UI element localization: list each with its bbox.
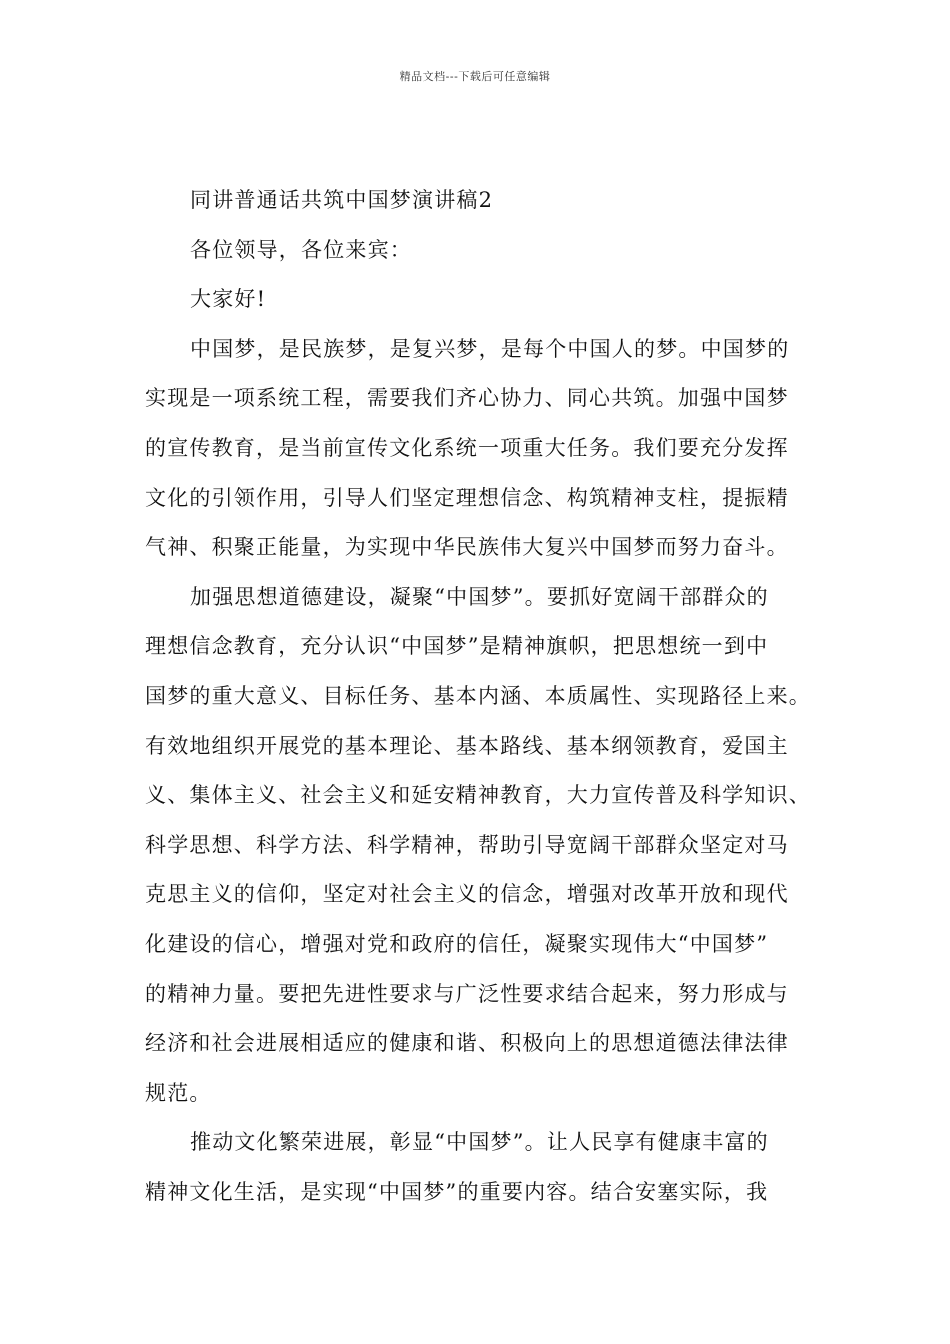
paragraph-line: 气神、积聚正能量，为实现中华民族伟大复兴中国梦而努力奋斗。 [145, 535, 789, 560]
paragraph-line: 义、集体主义、社会主义和延安精神教育，大力宣传普及科学知识、 [145, 783, 811, 808]
paragraph-line: 精神文化生活，是实现“中国梦”的重要内容。结合安塞实际，我 [145, 1179, 769, 1204]
paragraph-line: 科学思想、科学方法、科学精神，帮助引导宽阔干部群众坚定对马 [145, 832, 789, 857]
paragraph-line: 化建设的信心，增强对党和政府的信任，凝聚实现伟大“中国梦” [145, 931, 769, 956]
document-title: 同讲普通话共筑中国梦演讲稿2 [190, 188, 494, 212]
paragraph-line: 文化的引领作用，引导人们坚定理想信念、构筑精神支柱，提振精 [145, 485, 789, 510]
paragraph-line: 加强思想道德建设，凝聚“中国梦”。要抓好宽阔干部群众的 [190, 584, 769, 609]
paragraph-1 [145, 331, 815, 579]
paragraph-line: 理想信念教育，充分认识“中国梦”是精神旗帜，把思想统一到中 [145, 634, 769, 659]
document-body [145, 182, 815, 1223]
paragraph-line: 有效地组织开展党的基本理论、基本路线、基本纲领教育，爱国主 [145, 733, 789, 758]
paragraph-line: 经济和社会进展相适应的健康和谐、积极向上的思想道德法律法律 [145, 1031, 789, 1056]
paragraph-line: 规范。 [145, 1080, 212, 1105]
paragraph-line: 中国梦，是民族梦，是复兴梦，是每个中国人的梦。中国梦的 [190, 336, 790, 361]
paragraph-line: 的精神力量。要把先进性要求与广泛性要求结合起来，努力形成与 [145, 981, 789, 1006]
paragraph-line: 实现是一项系统工程，需要我们齐心协力、同心共筑。加强中国梦 [145, 386, 789, 411]
paragraph-3 [145, 1124, 815, 1223]
salutation: 各位领导，各位来宾： [190, 237, 412, 262]
greeting: 大家好! [190, 287, 267, 312]
paragraph-line: 的宣传教育，是当前宣传文化系统一项重大任务。我们要充分发挥 [145, 435, 789, 460]
paragraph-line: 推动文化繁荣进展，彰显“中国梦”。让人民享有健康丰富的 [190, 1130, 769, 1155]
page-header: 精品文档---下载后可任意编辑 [399, 70, 551, 83]
paragraph-line: 克思主义的信仰，坚定对社会主义的信念，增强对改革开放和现代 [145, 882, 789, 907]
paragraph-line: 国梦的重大意义、目标任务、基本内涵、本质属性、实现路径上来。 [145, 683, 811, 708]
paragraph-2 [145, 579, 815, 1125]
